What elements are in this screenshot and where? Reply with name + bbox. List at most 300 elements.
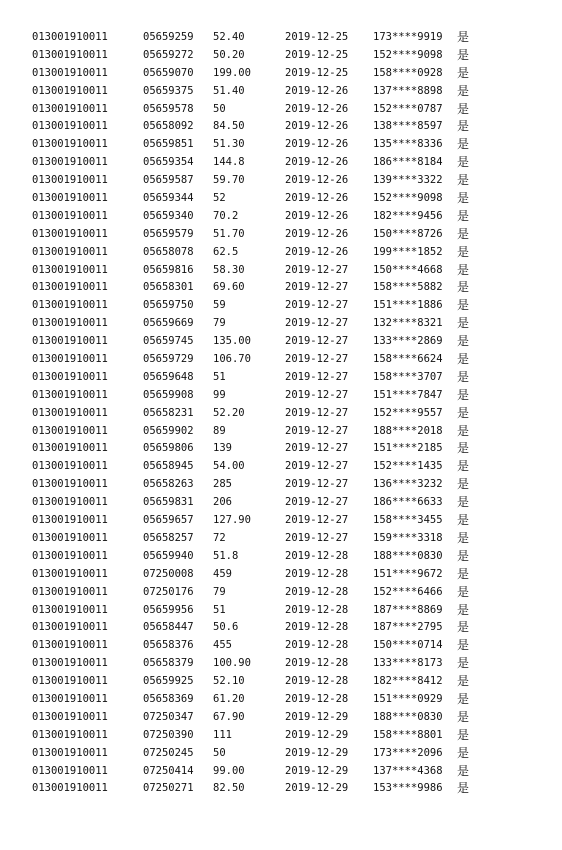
date-cell: 2019-12-27 (285, 281, 349, 294)
confirmed-flag-cell: 是 (457, 280, 470, 295)
amount-cell: 99 (213, 388, 226, 401)
table-row (0, 65, 562, 83)
account-number-cell: 013001910011 (32, 281, 108, 294)
masked-phone-cell: 159****3318 (373, 531, 443, 544)
amount-cell: 51.8 (213, 549, 239, 562)
amount-cell: 139 (213, 442, 232, 455)
order-number-cell: 05659908 (143, 388, 194, 401)
order-number-cell: 05659375 (143, 84, 194, 97)
account-number-cell: 013001910011 (32, 424, 108, 437)
account-number-cell: 013001910011 (32, 675, 108, 688)
confirmed-flag-cell: 是 (457, 369, 470, 384)
date-cell: 2019-12-27 (285, 531, 349, 544)
date-cell: 2019-12-29 (285, 746, 349, 759)
date-cell: 2019-12-25 (285, 48, 349, 61)
date-cell: 2019-12-27 (285, 460, 349, 473)
order-number-cell: 05659851 (143, 138, 194, 151)
amount-cell: 50.20 (213, 48, 245, 61)
date-cell: 2019-12-28 (285, 549, 349, 562)
date-cell: 2019-12-28 (285, 567, 349, 580)
table-row (0, 727, 562, 745)
table-row (0, 136, 562, 154)
amount-cell: 62.5 (213, 245, 239, 258)
account-number-cell: 013001910011 (32, 138, 108, 151)
masked-phone-cell: 186****6633 (373, 496, 443, 509)
confirmed-flag-cell: 是 (457, 137, 470, 152)
confirmed-flag-cell: 是 (457, 387, 470, 402)
masked-phone-cell: 199****1852 (373, 245, 443, 258)
order-number-cell: 05659806 (143, 442, 194, 455)
table-row (0, 566, 562, 584)
confirmed-flag-cell: 是 (457, 226, 470, 241)
account-number-cell: 013001910011 (32, 245, 108, 258)
account-number-cell: 013001910011 (32, 370, 108, 383)
date-cell: 2019-12-27 (285, 442, 349, 455)
date-cell: 2019-12-29 (285, 782, 349, 795)
table-row (0, 118, 562, 136)
account-number-cell: 013001910011 (32, 353, 108, 366)
masked-phone-cell: 153****9986 (373, 782, 443, 795)
confirmed-flag-cell: 是 (457, 262, 470, 277)
confirmed-flag-cell: 是 (457, 727, 470, 742)
order-number-cell: 05659070 (143, 66, 194, 79)
order-number-cell: 05659750 (143, 299, 194, 312)
order-number-cell: 05659902 (143, 424, 194, 437)
confirmed-flag-cell: 是 (457, 709, 470, 724)
order-number-cell: 07250347 (143, 710, 194, 723)
date-cell: 2019-12-26 (285, 174, 349, 187)
masked-phone-cell: 158****8801 (373, 728, 443, 741)
amount-cell: 106.70 (213, 353, 251, 366)
masked-phone-cell: 182****9456 (373, 209, 443, 222)
order-number-cell: 05659344 (143, 192, 194, 205)
masked-phone-cell: 182****8412 (373, 675, 443, 688)
order-number-cell: 05658092 (143, 120, 194, 133)
date-cell: 2019-12-28 (285, 657, 349, 670)
order-number-cell: 05658376 (143, 639, 194, 652)
amount-cell: 51 (213, 370, 226, 383)
account-number-cell: 013001910011 (32, 442, 108, 455)
masked-phone-cell: 158****3707 (373, 370, 443, 383)
table-row (0, 655, 562, 673)
table-row (0, 763, 562, 781)
order-number-cell: 05658263 (143, 478, 194, 491)
amount-cell: 111 (213, 728, 232, 741)
date-cell: 2019-12-27 (285, 406, 349, 419)
amount-cell: 455 (213, 639, 232, 652)
table-row (0, 745, 562, 763)
masked-phone-cell: 139****3322 (373, 174, 443, 187)
masked-phone-cell: 158****6624 (373, 353, 443, 366)
account-number-cell: 013001910011 (32, 84, 108, 97)
table-row (0, 101, 562, 119)
masked-phone-cell: 138****8597 (373, 120, 443, 133)
amount-cell: 52.40 (213, 31, 245, 43)
order-number-cell: 05659578 (143, 102, 194, 115)
account-number-cell: 013001910011 (32, 621, 108, 634)
table-row (0, 584, 562, 602)
table-row (0, 190, 562, 208)
amount-cell: 79 (213, 585, 226, 598)
masked-phone-cell: 188****0830 (373, 710, 443, 723)
account-number-cell: 013001910011 (32, 388, 108, 401)
confirmed-flag-cell: 是 (457, 155, 470, 170)
table-row (0, 709, 562, 727)
order-number-cell: 07250271 (143, 782, 194, 795)
confirmed-flag-cell: 是 (457, 173, 470, 188)
masked-phone-cell: 152****9098 (373, 192, 443, 205)
account-number-cell: 013001910011 (32, 496, 108, 509)
date-cell: 2019-12-27 (285, 496, 349, 509)
date-cell: 2019-12-28 (285, 621, 349, 634)
order-number-cell: 05659816 (143, 263, 194, 276)
amount-cell: 144.8 (213, 156, 245, 169)
table-row (0, 602, 562, 620)
date-cell: 2019-12-27 (285, 478, 349, 491)
amount-cell: 59 (213, 299, 226, 312)
order-number-cell: 05658369 (143, 692, 194, 705)
account-number-cell: 013001910011 (32, 120, 108, 133)
table-row (0, 154, 562, 172)
date-cell: 2019-12-27 (285, 353, 349, 366)
masked-phone-cell: 132****8321 (373, 317, 443, 330)
order-number-cell: 05659940 (143, 549, 194, 562)
table-row (0, 512, 562, 530)
account-number-cell: 013001910011 (32, 764, 108, 777)
date-cell: 2019-12-27 (285, 335, 349, 348)
amount-cell: 100.90 (213, 657, 251, 670)
table-row (0, 351, 562, 369)
masked-phone-cell: 136****3232 (373, 478, 443, 491)
account-number-cell: 013001910011 (32, 192, 108, 205)
order-number-cell: 05659648 (143, 370, 194, 383)
amount-cell: 50 (213, 102, 226, 115)
table-row (0, 208, 562, 226)
masked-phone-cell: 150****4668 (373, 263, 443, 276)
table-row (0, 476, 562, 494)
table-row (0, 405, 562, 423)
confirmed-flag-cell: 是 (457, 83, 470, 98)
masked-phone-cell: 187****8869 (373, 603, 443, 616)
confirmed-flag-cell: 是 (457, 334, 470, 349)
order-number-cell: 07250414 (143, 764, 194, 777)
amount-cell: 206 (213, 496, 232, 509)
date-cell: 2019-12-29 (285, 728, 349, 741)
date-cell: 2019-12-26 (285, 192, 349, 205)
order-number-cell: 05659272 (143, 48, 194, 61)
order-number-cell: 05659831 (143, 496, 194, 509)
table-row (0, 369, 562, 387)
confirmed-flag-cell: 是 (457, 566, 470, 581)
order-number-cell: 05659925 (143, 675, 194, 688)
masked-phone-cell: 133****2869 (373, 335, 443, 348)
date-cell: 2019-12-27 (285, 424, 349, 437)
confirmed-flag-cell: 是 (457, 459, 470, 474)
account-number-cell: 013001910011 (32, 657, 108, 670)
amount-cell: 127.90 (213, 514, 251, 527)
amount-cell: 99.00 (213, 764, 245, 777)
date-cell: 2019-12-27 (285, 299, 349, 312)
masked-phone-cell: 173****2096 (373, 746, 443, 759)
masked-phone-cell: 150****8726 (373, 227, 443, 240)
confirmed-flag-cell: 是 (457, 30, 470, 44)
masked-phone-cell: 187****2795 (373, 621, 443, 634)
date-cell: 2019-12-26 (285, 84, 349, 97)
table-row (0, 279, 562, 297)
amount-cell: 459 (213, 567, 232, 580)
date-cell: 2019-12-26 (285, 245, 349, 258)
account-number-cell: 013001910011 (32, 156, 108, 169)
account-number-cell: 013001910011 (32, 531, 108, 544)
account-number-cell: 013001910011 (32, 603, 108, 616)
account-number-cell: 013001910011 (32, 335, 108, 348)
amount-cell: 51.30 (213, 138, 245, 151)
masked-phone-cell: 151****0929 (373, 692, 443, 705)
confirmed-flag-cell: 是 (457, 602, 470, 617)
order-number-cell: 05658301 (143, 281, 194, 294)
masked-phone-cell: 151****9672 (373, 567, 443, 580)
masked-phone-cell: 158****5882 (373, 281, 443, 294)
table-row (0, 262, 562, 280)
table-row (0, 423, 562, 441)
table-row (0, 458, 562, 476)
date-cell: 2019-12-25 (285, 31, 349, 43)
confirmed-flag-cell: 是 (457, 244, 470, 259)
confirmed-flag-cell: 是 (457, 584, 470, 599)
account-number-cell: 013001910011 (32, 746, 108, 759)
record-table (0, 29, 562, 798)
masked-phone-cell: 152****1435 (373, 460, 443, 473)
amount-cell: 52 (213, 192, 226, 205)
table-row (0, 548, 562, 566)
masked-phone-cell: 150****0714 (373, 639, 443, 652)
order-number-cell: 05659657 (143, 514, 194, 527)
table-row (0, 333, 562, 351)
amount-cell: 52.10 (213, 675, 245, 688)
amount-cell: 79 (213, 317, 226, 330)
confirmed-flag-cell: 是 (457, 530, 470, 545)
masked-phone-cell: 151****2185 (373, 442, 443, 455)
masked-phone-cell: 135****8336 (373, 138, 443, 151)
order-number-cell: 05658379 (143, 657, 194, 670)
order-number-cell: 05659669 (143, 317, 194, 330)
order-number-cell: 05659354 (143, 156, 194, 169)
table-row (0, 226, 562, 244)
table-row (0, 780, 562, 798)
order-number-cell: 05658447 (143, 621, 194, 634)
masked-phone-cell: 133****8173 (373, 657, 443, 670)
table-row (0, 691, 562, 709)
amount-cell: 58.30 (213, 263, 245, 276)
masked-phone-cell: 152****0787 (373, 102, 443, 115)
amount-cell: 59.70 (213, 174, 245, 187)
date-cell: 2019-12-27 (285, 514, 349, 527)
masked-phone-cell: 173****9919 (373, 31, 443, 43)
date-cell: 2019-12-28 (285, 675, 349, 688)
confirmed-flag-cell: 是 (457, 101, 470, 116)
amount-cell: 50.6 (213, 621, 239, 634)
account-number-cell: 013001910011 (32, 710, 108, 723)
order-number-cell: 07250176 (143, 585, 194, 598)
table-row (0, 47, 562, 65)
account-number-cell: 013001910011 (32, 48, 108, 61)
amount-cell: 135.00 (213, 335, 251, 348)
masked-phone-cell: 158****3455 (373, 514, 443, 527)
amount-cell: 69.60 (213, 281, 245, 294)
date-cell: 2019-12-26 (285, 120, 349, 133)
date-cell: 2019-12-28 (285, 692, 349, 705)
table-row (0, 530, 562, 548)
order-number-cell: 05658257 (143, 531, 194, 544)
date-cell: 2019-12-26 (285, 156, 349, 169)
confirmed-flag-cell: 是 (457, 119, 470, 134)
date-cell: 2019-12-27 (285, 317, 349, 330)
date-cell: 2019-12-27 (285, 388, 349, 401)
date-cell: 2019-12-29 (285, 764, 349, 777)
account-number-cell: 013001910011 (32, 174, 108, 187)
amount-cell: 84.50 (213, 120, 245, 133)
masked-phone-cell: 152****9557 (373, 406, 443, 419)
amount-cell: 61.20 (213, 692, 245, 705)
table-row (0, 315, 562, 333)
masked-phone-cell: 152****9098 (373, 48, 443, 61)
masked-phone-cell: 137****4368 (373, 764, 443, 777)
table-row (0, 244, 562, 262)
masked-phone-cell: 188****2018 (373, 424, 443, 437)
account-number-cell: 013001910011 (32, 549, 108, 562)
date-cell: 2019-12-27 (285, 263, 349, 276)
account-number-cell: 013001910011 (32, 66, 108, 79)
order-number-cell: 05658078 (143, 245, 194, 258)
confirmed-flag-cell: 是 (457, 405, 470, 420)
masked-phone-cell: 152****6466 (373, 585, 443, 598)
account-number-cell: 013001910011 (32, 460, 108, 473)
confirmed-flag-cell: 是 (457, 191, 470, 206)
table-row (0, 297, 562, 315)
date-cell: 2019-12-28 (285, 639, 349, 652)
table-row (0, 387, 562, 405)
amount-cell: 89 (213, 424, 226, 437)
order-number-cell: 07250245 (143, 746, 194, 759)
order-number-cell: 05658945 (143, 460, 194, 473)
confirmed-flag-cell: 是 (457, 620, 470, 635)
amount-cell: 51.70 (213, 227, 245, 240)
account-number-cell: 013001910011 (32, 102, 108, 115)
amount-cell: 285 (213, 478, 232, 491)
date-cell: 2019-12-26 (285, 209, 349, 222)
table-row (0, 83, 562, 101)
table-row (0, 29, 562, 47)
confirmed-flag-cell: 是 (457, 656, 470, 671)
order-number-cell: 05659729 (143, 353, 194, 366)
date-cell: 2019-12-25 (285, 66, 349, 79)
amount-cell: 51 (213, 603, 226, 616)
table-row (0, 637, 562, 655)
amount-cell: 50 (213, 746, 226, 759)
order-number-cell: 07250008 (143, 567, 194, 580)
confirmed-flag-cell: 是 (457, 423, 470, 438)
date-cell: 2019-12-26 (285, 227, 349, 240)
table-row (0, 172, 562, 190)
date-cell: 2019-12-28 (285, 585, 349, 598)
confirmed-flag-cell: 是 (457, 513, 470, 528)
table-row (0, 619, 562, 637)
order-number-cell: 05659579 (143, 227, 194, 240)
date-cell: 2019-12-28 (285, 603, 349, 616)
order-number-cell: 05659745 (143, 335, 194, 348)
confirmed-flag-cell: 是 (457, 47, 470, 62)
confirmed-flag-cell: 是 (457, 298, 470, 313)
order-number-cell: 05659587 (143, 174, 194, 187)
amount-cell: 82.50 (213, 782, 245, 795)
account-number-cell: 013001910011 (32, 692, 108, 705)
amount-cell: 54.00 (213, 460, 245, 473)
account-number-cell: 013001910011 (32, 567, 108, 580)
confirmed-flag-cell: 是 (457, 495, 470, 510)
account-number-cell: 013001910011 (32, 227, 108, 240)
confirmed-flag-cell: 是 (457, 745, 470, 760)
confirmed-flag-cell: 是 (457, 352, 470, 367)
confirmed-flag-cell: 是 (457, 691, 470, 706)
confirmed-flag-cell: 是 (457, 208, 470, 223)
confirmed-flag-cell: 是 (457, 477, 470, 492)
confirmed-flag-cell: 是 (457, 548, 470, 563)
account-number-cell: 013001910011 (32, 299, 108, 312)
account-number-cell: 013001910011 (32, 209, 108, 222)
masked-phone-cell: 151****7847 (373, 388, 443, 401)
confirmed-flag-cell: 是 (457, 441, 470, 456)
confirmed-flag-cell: 是 (457, 763, 470, 778)
amount-cell: 51.40 (213, 84, 245, 97)
amount-cell: 70.2 (213, 209, 239, 222)
account-number-cell: 013001910011 (32, 728, 108, 741)
account-number-cell: 013001910011 (32, 478, 108, 491)
date-cell: 2019-12-27 (285, 370, 349, 383)
account-number-cell: 013001910011 (32, 317, 108, 330)
order-number-cell: 05659259 (143, 31, 194, 43)
account-number-cell: 013001910011 (32, 406, 108, 419)
order-number-cell: 05659340 (143, 209, 194, 222)
account-number-cell: 013001910011 (32, 782, 108, 795)
confirmed-flag-cell: 是 (457, 316, 470, 331)
date-cell: 2019-12-29 (285, 710, 349, 723)
account-number-cell: 013001910011 (32, 514, 108, 527)
masked-phone-cell: 151****1886 (373, 299, 443, 312)
table-row (0, 673, 562, 691)
table-row (0, 494, 562, 512)
account-number-cell: 013001910011 (32, 639, 108, 652)
masked-phone-cell: 158****0928 (373, 66, 443, 79)
masked-phone-cell: 188****0830 (373, 549, 443, 562)
order-number-cell: 05659956 (143, 603, 194, 616)
confirmed-flag-cell: 是 (457, 674, 470, 689)
order-number-cell: 07250390 (143, 728, 194, 741)
amount-cell: 67.90 (213, 710, 245, 723)
masked-phone-cell: 186****8184 (373, 156, 443, 169)
confirmed-flag-cell: 是 (457, 781, 470, 796)
amount-cell: 72 (213, 531, 226, 544)
amount-cell: 52.20 (213, 406, 245, 419)
table-row (0, 440, 562, 458)
date-cell: 2019-12-26 (285, 138, 349, 151)
confirmed-flag-cell: 是 (457, 65, 470, 80)
account-number-cell: 013001910011 (32, 31, 108, 43)
account-number-cell: 013001910011 (32, 263, 108, 276)
date-cell: 2019-12-26 (285, 102, 349, 115)
masked-phone-cell: 137****8898 (373, 84, 443, 97)
amount-cell: 199.00 (213, 66, 251, 79)
order-number-cell: 05658231 (143, 406, 194, 419)
